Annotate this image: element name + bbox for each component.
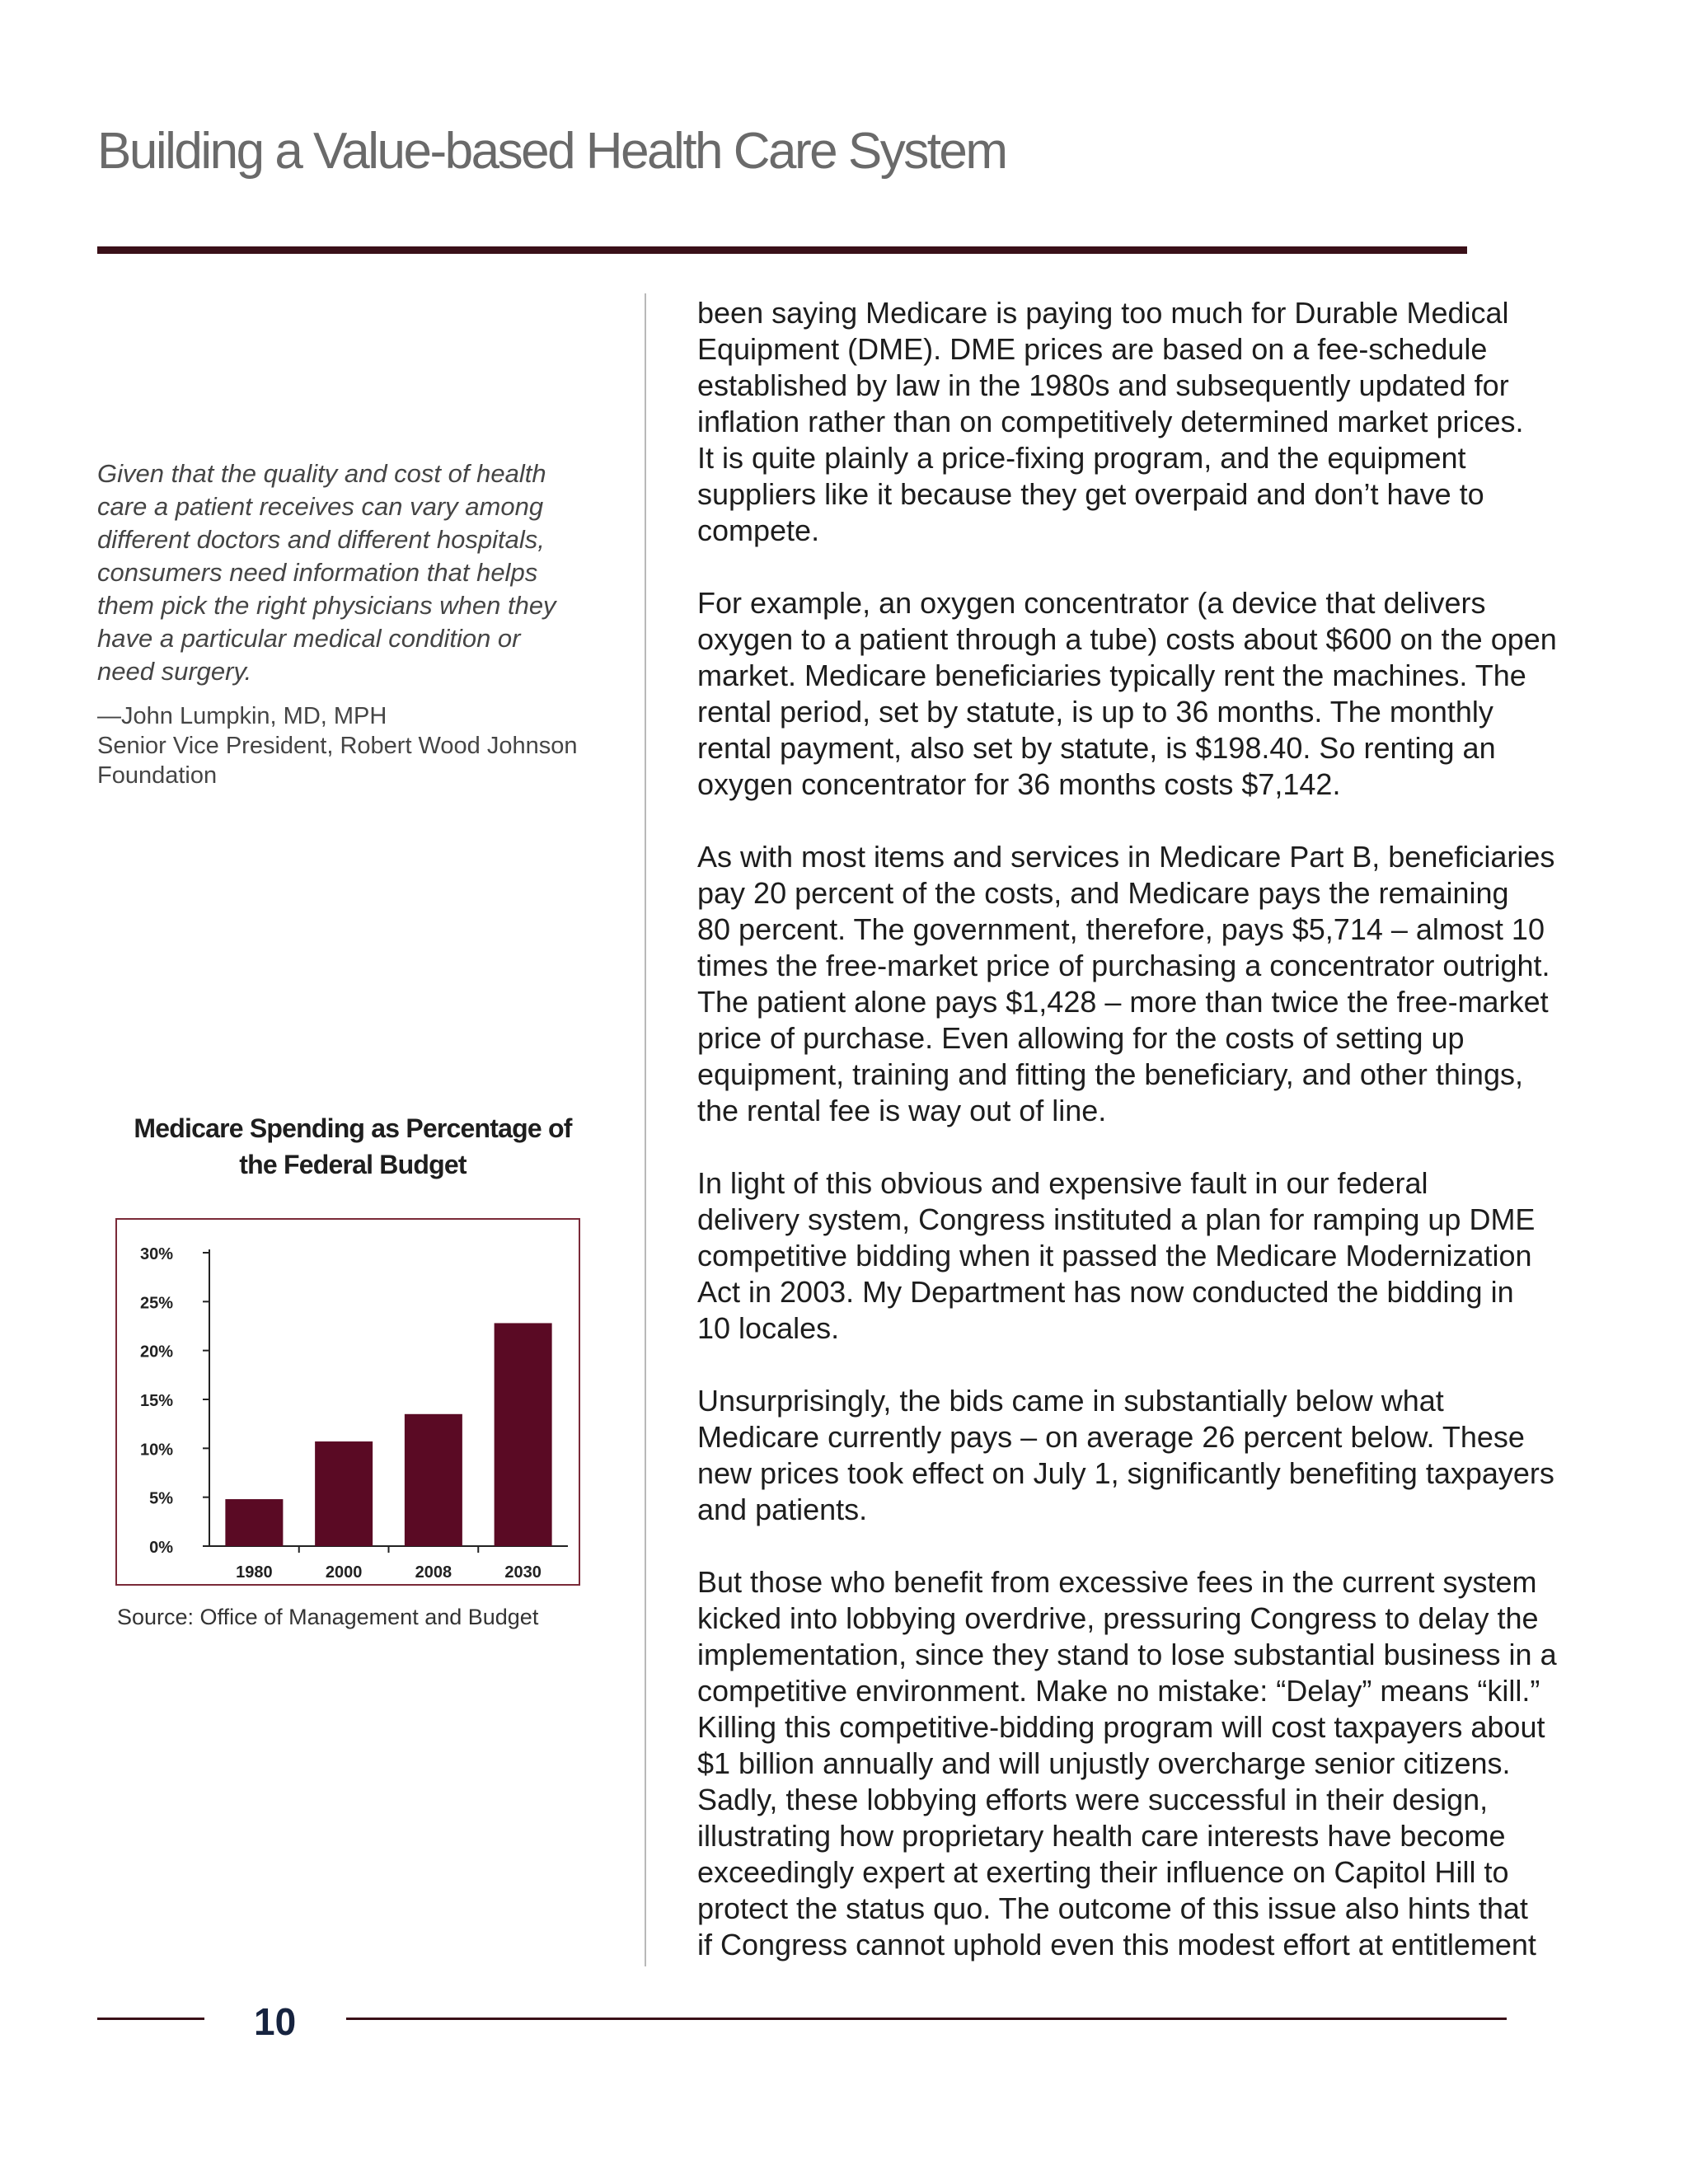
footer-rule-right [346, 2018, 1507, 2020]
attribution-name: —John Lumpkin, MD, MPH [97, 703, 387, 729]
y-tick-label: 0% [149, 1539, 173, 1557]
bar-2030 [495, 1323, 552, 1546]
page-number: 10 [254, 2000, 297, 2043]
body-paragraph: In light of this obvious and expensive fault in our federal delivery system, Congress instituted a plan for ramping up DME competitive bidding when it passed the Medicare Modernization Act in 2003. My Department has now conducted the bidding in 10 locales. [697, 1166, 1536, 1345]
body-paragraph: As with most items and services in Medicare Part B, beneficiaries pay 20 percent of the costs, and Medicare pays the remaining 80 percent. The government, therefore, pays $5,714 – almost 10 times the free-market price of purchasing a concentrator outright. The patient alone pays $1,428 – more than twice the free-market price of purchase. Even allowing for the costs of setting up equipment, training and fitting the beneficiary, and other things, the rental fee is way out of line. [697, 840, 1555, 1127]
pull-quote: Given that the quality and cost of health care a patient receives can vary among different doctors and different hospitals, consumers need information that helps them pick the right physicians when they have a particular medical condition or need surgery. [97, 459, 556, 686]
y-tick-label: 25% [139, 1294, 173, 1313]
body-text [697, 295, 1612, 1999]
x-tick-label: 1980 [236, 1563, 273, 1582]
column-divider [645, 293, 646, 1966]
bar-chart [115, 1218, 580, 1586]
bar-2000 [315, 1441, 373, 1546]
bar-1980 [225, 1499, 283, 1546]
chart-svg [117, 1220, 579, 1584]
x-tick-label: 2030 [504, 1563, 542, 1582]
body-paragraph: been saying Medicare is paying too much for Durable Medical Equipment (DME). DME prices are based on a fee-schedule established by law in the 1980s and subsequently updated for inflation rather than on competitively determined market prices. It is quite plainly a price-fixing program, and the equipment suppliers like it because they get overpaid and don’t have to compete. [697, 296, 1524, 547]
y-tick-label: 20% [139, 1343, 173, 1361]
chart-source: Source: Office of Management and Budget [117, 1605, 539, 1629]
footer-rule-left [97, 2018, 204, 2020]
y-tick-label: 15% [139, 1392, 173, 1410]
header-rule [97, 246, 1467, 254]
y-tick-label: 10% [139, 1441, 173, 1460]
body-paragraph: Unsurprisingly, the bids came in substantially below what Medicare currently pays – on average 26 percent below. These new prices took effect on July 1, significantly benefiting taxpayers and patients. [697, 1384, 1554, 1526]
quote-attribution [97, 701, 625, 790]
chart-title: Medicare Spending as Percentage of the Federal Budget [134, 1113, 572, 1179]
x-tick-label: 2000 [325, 1563, 363, 1582]
body-paragraph: For example, an oxygen concentrator (a device that delivers oxygen to a patient through a tube) costs about $600 on the open market. Medicare beneficiaries typically rent the machines. The rental period, set by statute, is up to 36 months. The monthly rental payment, also set by statute, is $198.40. So renting an oxygen concentrator for 36 months costs $7,142. [697, 586, 1557, 801]
y-tick-label: 5% [149, 1489, 173, 1508]
page-header-title: Building a Value-based Health Care System [97, 123, 1006, 180]
body-paragraph: But those who benefit from excessive fees in the current system kicked into lobbying overdrive, pressuring Congress to delay the implementation, since they stand to lose substantial business in a competitive environment. Make no mistake: “Delay” means “kill.” Killing this competitive-bidding program will cost taxpayers about $1 billion annually and will unjustly overcharge senior citizens. Sadly, these lobbying efforts were successful in their design, illustrating how proprietary health care interests have become exceedingly expert at exerting their influence on Capitol Hill to protect the status quo. The outcome of this issue also hints that if Congress cannot uphold even this modest effort at entitlement [697, 1565, 1557, 1961]
x-tick-label: 2008 [415, 1563, 452, 1582]
y-tick-label: 30% [139, 1245, 173, 1263]
bar-2008 [405, 1414, 462, 1546]
attribution-title: Senior Vice President, Robert Wood Johnson Foundation [97, 733, 578, 789]
